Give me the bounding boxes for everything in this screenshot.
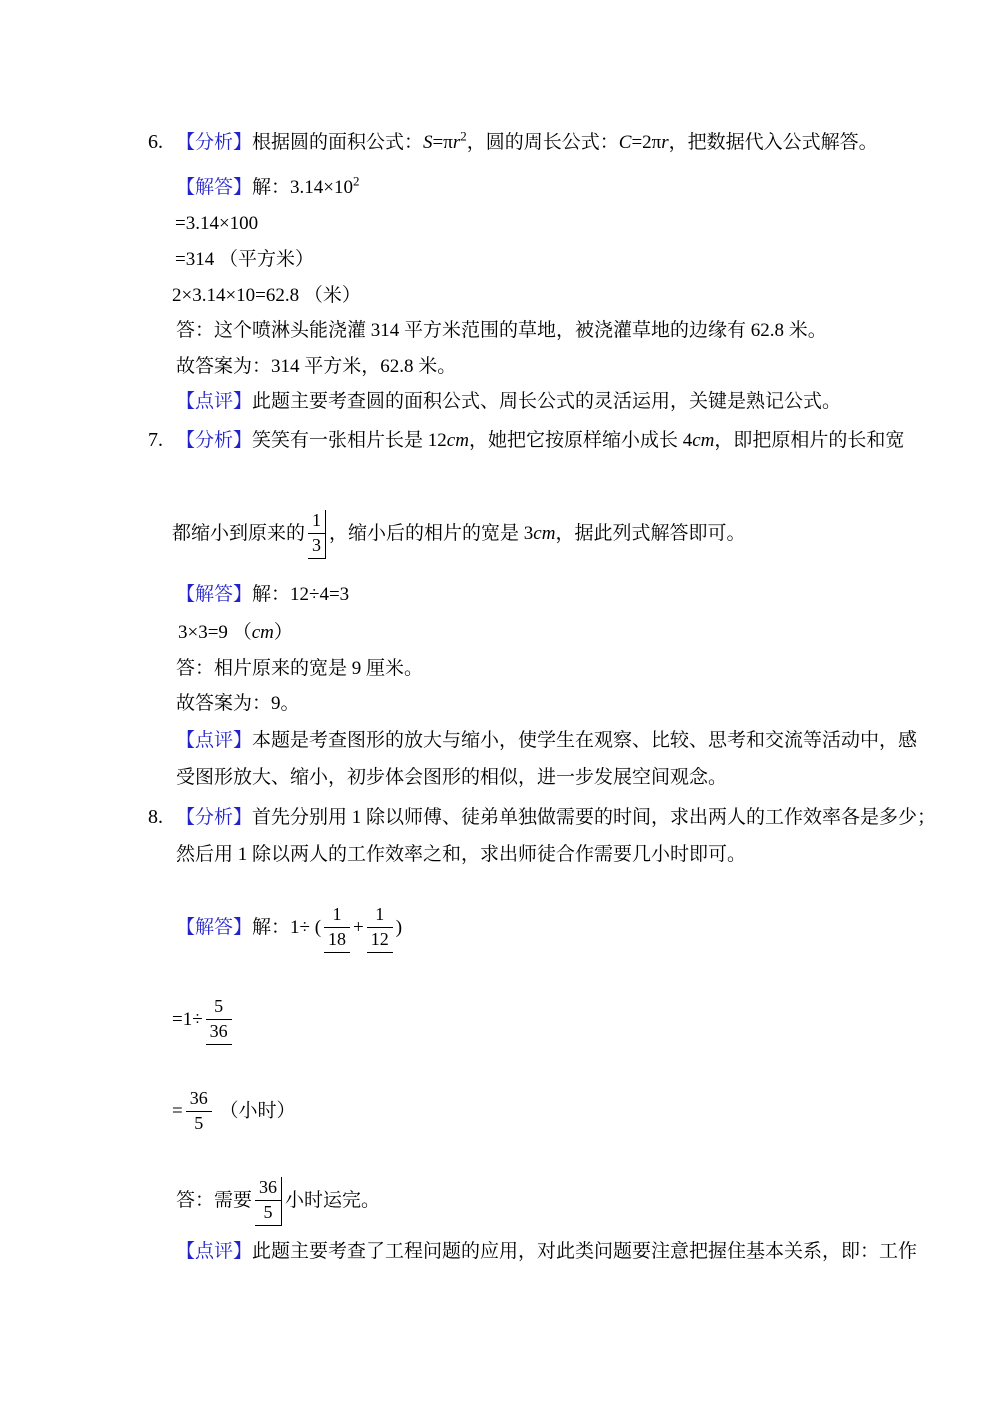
text-segment: 答：需要	[176, 1189, 253, 1211]
text-segment: cm	[692, 430, 715, 451]
text-segment: 9	[351, 658, 362, 679]
text-segment: 1÷ (	[290, 916, 322, 938]
text-segment: 9	[271, 693, 281, 714]
fraction-5-36	[206, 996, 232, 1045]
section-label: 【解答】	[176, 916, 253, 938]
text-segment: 此题主要考查圆的面积公式、周长公式的灵活运用，关键是熟记公式。	[252, 391, 842, 412]
text-segment: 笑笑有一张相片长是	[252, 430, 428, 451]
fraction-numerator: 1	[308, 510, 325, 534]
text-segment: C	[618, 132, 632, 153]
section-label: 【点评】	[176, 730, 253, 751]
text-segment: r	[661, 132, 669, 153]
text-segment: =314	[175, 249, 215, 270]
section-label: 【分析】	[176, 807, 253, 828]
text-segment: 2	[353, 173, 360, 189]
q6-comment-line	[176, 390, 841, 414]
q7-final-answer-line	[176, 692, 300, 716]
text-segment: =	[172, 1100, 183, 1122]
text-segment: 12	[427, 430, 447, 451]
text-segment: ，她把它按原样缩小成长	[468, 430, 683, 451]
q6-solution-line	[176, 173, 360, 200]
q8-analysis-line-2	[176, 843, 746, 867]
fraction-numerator: 1	[324, 904, 350, 928]
text-segment: =2π	[631, 132, 662, 153]
text-segment: ，圆的周长公式：	[466, 132, 619, 153]
q8-eq-1	[172, 996, 235, 1045]
text-segment: 故答案为：	[176, 693, 272, 714]
q8-solution-line	[176, 904, 402, 953]
q6-eq-2	[175, 248, 314, 272]
text-segment: ，缩小后的相片的宽是	[329, 522, 524, 544]
q7-analysis-line-1	[148, 428, 904, 453]
text-segment: 2×3.14×10=62.8	[172, 285, 300, 306]
text-segment: 1	[237, 844, 248, 865]
q8-analysis-line-1	[148, 805, 936, 830]
fraction-denominator: 36	[206, 1020, 232, 1045]
text-segment: r	[452, 132, 461, 153]
text-segment: cm	[533, 522, 556, 544]
section-label: 【解答】	[176, 177, 253, 198]
text-segment: 1	[351, 807, 362, 828]
fraction-numerator: 5	[206, 996, 232, 1020]
text-segment: 62.8	[750, 320, 785, 341]
text-segment: 答：相片原来的宽是	[176, 658, 352, 679]
fraction-denominator: 5	[194, 1113, 204, 1133]
text-segment: 。	[280, 693, 300, 714]
section-label: 【分析】	[176, 430, 253, 451]
text-segment: 除以两人的工作效率之和，求出师徒合作需要几小时即可。	[247, 844, 747, 865]
text-segment: 2	[460, 128, 467, 144]
fraction-denominator: 12	[367, 928, 393, 953]
q6-eq-3	[172, 284, 361, 308]
text-segment: ）	[273, 622, 293, 643]
q8-answer-line	[176, 1177, 380, 1226]
text-segment: 厘米。	[361, 658, 424, 679]
fraction-denominator: 5	[255, 1201, 281, 1226]
text-segment: 62.8	[380, 356, 414, 377]
section-label: 【点评】	[176, 1241, 253, 1262]
q6-answer-line	[176, 319, 827, 343]
text-segment: 答：这个喷淋头能浇灌	[176, 320, 371, 341]
fraction-36-5	[255, 1177, 282, 1226]
fraction-denominator: 3	[308, 534, 325, 559]
q6-eq-1	[175, 212, 258, 236]
text-segment: cm	[251, 622, 274, 643]
q7-comment-line-1	[176, 729, 917, 753]
text-segment: （小时）	[214, 1100, 296, 1122]
q8-eq-2	[172, 1088, 295, 1136]
text-segment: 3.14×10	[290, 177, 353, 198]
fraction-1-18	[324, 904, 350, 953]
section-label: 【分析】	[176, 132, 253, 153]
text-segment: 平方米，	[299, 356, 381, 377]
text-segment: 12÷4=3	[290, 584, 350, 605]
text-segment: =1÷	[172, 1008, 203, 1030]
text-segment: cm	[446, 430, 469, 451]
text-segment: 314	[370, 320, 400, 341]
text-segment: 故答案为：	[176, 356, 272, 377]
q7-comment-line-2	[176, 766, 727, 790]
q7-solution-line	[176, 583, 349, 607]
text-segment: ，即把原相片的长和宽	[714, 430, 905, 451]
fraction-36-5	[186, 1088, 212, 1136]
text-segment: 都缩小到原来的	[172, 522, 306, 544]
text-segment: =π	[432, 132, 453, 153]
text-segment: 解：	[252, 177, 291, 198]
q7-answer-line	[176, 657, 423, 681]
text-segment: 根据圆的面积公式：	[252, 132, 424, 153]
text-segment: 米。	[784, 320, 827, 341]
text-segment: 小时运完。	[285, 1189, 381, 1211]
fraction-1-12	[367, 904, 393, 953]
text-segment: +	[353, 916, 364, 938]
fraction-1-3	[308, 510, 326, 559]
text-segment: 首先分别用	[252, 807, 352, 828]
q6-final-answer-line	[176, 355, 456, 379]
text-segment: 米。	[413, 356, 457, 377]
fraction-denominator: 18	[324, 928, 350, 953]
text-segment: ，据此列式解答即可。	[555, 522, 746, 544]
fraction-numerator: 1	[367, 904, 393, 928]
text-segment: 3×3=9	[178, 622, 228, 643]
question-number: 7.	[148, 429, 163, 451]
question-number: 8.	[148, 806, 163, 828]
text-segment: （平方米）	[214, 249, 314, 270]
text-segment: 解：	[252, 916, 291, 938]
section-label: 【点评】	[176, 391, 253, 412]
fraction-numerator: 36	[255, 1177, 281, 1201]
text-segment: 314	[271, 356, 300, 377]
section-label: 【解答】	[176, 584, 253, 605]
text-segment: 4	[682, 430, 693, 451]
q7-eq-1	[178, 621, 293, 645]
fraction-numerator: 36	[186, 1088, 212, 1112]
q6-analysis-line	[148, 130, 878, 155]
text-segment: 本题是考查图形的放大与缩小，使学生在观察、比较、思考和交流等活动中，感	[252, 730, 918, 751]
text-segment: S	[423, 132, 433, 153]
text-segment: 受图形放大、缩小，初步体会图形的相似，进一步发展空间观念。	[176, 767, 728, 788]
text-segment: （米）	[299, 285, 361, 306]
text-segment: =3.14×100	[175, 213, 259, 234]
q7-analysis-line-2	[172, 510, 745, 559]
text-segment: 平方米范围的草地，被浇灌草地的边缘有	[399, 320, 751, 341]
text-segment: （	[227, 622, 252, 643]
question-number: 6.	[148, 131, 163, 153]
text-segment: )	[395, 916, 403, 938]
text-segment: 此题主要考查了工程问题的应用，对此类问题要注意把握住基本关系，即：工作	[252, 1241, 918, 1262]
text-segment: 然后用	[176, 844, 238, 865]
text-segment: 3	[523, 522, 534, 544]
q8-comment-line	[176, 1240, 917, 1264]
text-segment: 解：	[252, 584, 291, 605]
text-segment: 除以师傅、徒弟单独做需要的时间，求出两人的工作效率各是多少；	[361, 807, 937, 828]
text-segment: ，把数据代入公式解答。	[668, 132, 878, 153]
